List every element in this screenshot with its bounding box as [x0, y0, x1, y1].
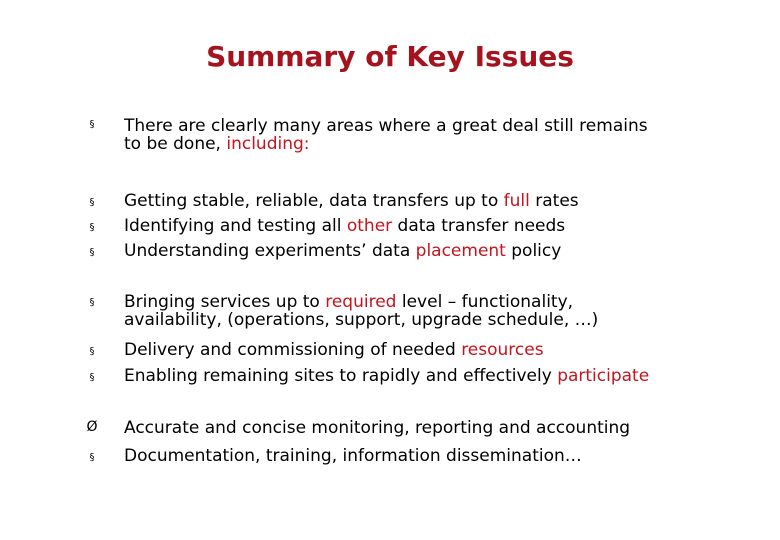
highlight-text: required [325, 292, 397, 312]
item-text: Accurate and concise monitoring, reporting and accounting [124, 418, 631, 438]
highlight-text: resources [461, 340, 544, 360]
item-text: Documentation, training, information dissemination… [124, 446, 582, 466]
slide-title: Summary of Key Issues [206, 40, 574, 73]
square-bullet-icon: § [89, 222, 95, 233]
square-bullet-icon: § [89, 346, 95, 357]
square-bullet-icon: § [89, 297, 95, 308]
item-text: Identifying and testing all other data transfer needs [124, 216, 566, 236]
square-bullet-icon: § [89, 247, 95, 258]
item-text: Getting stable, reliable, data transfers up to full rates [124, 191, 579, 211]
square-bullet-icon: § [89, 452, 95, 463]
item-text: Enabling remaining sites to rapidly and effectively participate [124, 366, 650, 386]
item-text: Delivery and commissioning of needed resources [124, 340, 544, 360]
square-bullet-icon: § [89, 197, 95, 208]
item-text: There are clearly many areas where a great deal still remains to be done, including: [124, 116, 648, 154]
square-bullet-icon: § [89, 119, 95, 130]
highlight-text: participate [557, 366, 650, 386]
item-text: Understanding experiments’ data placement policy [124, 241, 562, 261]
highlight-text: other [346, 216, 393, 236]
highlight-text: including: [226, 134, 310, 154]
highlight-text: placement [415, 241, 506, 261]
item-text: Bringing services up to required level – functionality, availability, (operations, support, upgrade schedule, …) [124, 292, 599, 330]
square-bullet-icon: § [89, 372, 95, 383]
arrow-bullet-icon: Ø [86, 419, 98, 435]
highlight-text: full [503, 191, 530, 211]
